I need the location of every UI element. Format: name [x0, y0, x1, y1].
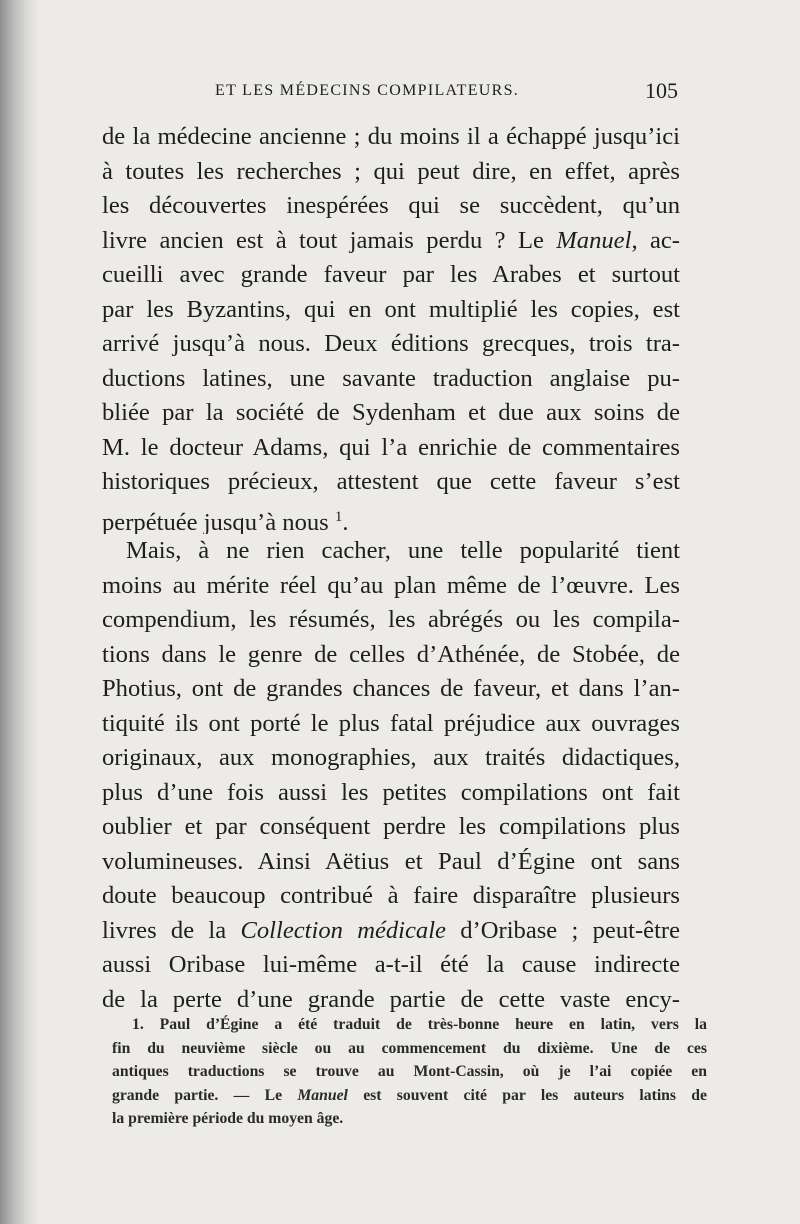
- text-line: plus d’une fois aussi les petites compilations ont fait: [102, 778, 680, 806]
- text-line: à toutes les recherches ; qui peut dire, en effet, après: [102, 157, 680, 185]
- footnote-line: grande partie. — Le Manuel est souvent cité par les auteurs latins de: [112, 1086, 707, 1104]
- footnote-line: 1. Paul d’Égine a été traduit de très-bonne heure en latin, vers la: [132, 1016, 707, 1033]
- text-line: moins au mérite réel qu’au plan même de l’œuvre. Les: [102, 571, 680, 599]
- text-line: de la médecine ancienne ; du moins il a échappé jusqu’ici: [102, 123, 680, 150]
- text-line: originaux, aux monographies, aux traités didactiques,: [102, 744, 680, 771]
- italic-title-manuel: Manuel: [297, 1086, 348, 1104]
- text-line: compendium, les résumés, les abrégés ou les compila-: [102, 606, 680, 633]
- text-line: tiquité ils ont porté le plus fatal préjudice aux ouvrages: [102, 709, 680, 737]
- text-line: les découvertes inespérées qui se succèdent, qu’un: [102, 192, 680, 219]
- text-line: aussi Oribase lui-même a-t-il été la cause indirecte: [102, 951, 680, 978]
- text-line: oublier et par conséquent perdre les compilations plus: [102, 813, 680, 840]
- body-text: [102, 120, 680, 1017]
- text-line: par les Byzantins, qui en ont multiplié les copies, est: [102, 295, 680, 323]
- footnote: [112, 1013, 707, 1131]
- text-line: doute beaucoup contribué à faire disparaître plusieurs: [102, 882, 680, 909]
- text-line: volumineuses. Ainsi Aëtius et Paul d’Égine ont sans: [102, 847, 680, 875]
- italic-title-manuel: Manuel: [556, 226, 632, 254]
- text-line: historiques précieux, attestent que cette faveur s’est: [102, 468, 680, 495]
- text-line: livres de la Collection médicale d’Oribase ; peut-être: [102, 916, 680, 944]
- text-line: bliée par la société de Sydenham et due aux soins de: [102, 399, 680, 426]
- text-line: tions dans le genre de celles d’Athénée, de Stobée, de: [102, 640, 680, 668]
- text-line: livre ancien est à tout jamais perdu ? Le Manuel, ac-: [102, 226, 680, 254]
- text-line: perpétuée jusqu’à nous $^1$.: [102, 508, 349, 534]
- page-number: 105: [645, 78, 678, 103]
- text-line: M. le docteur Adams, qui l’a enrichie de commentaires: [102, 433, 680, 461]
- footnote-reference: 1: [334, 508, 343, 525]
- text-line: cueilli avec grande faveur par les Arabes et surtout: [102, 261, 680, 288]
- running-head: [100, 78, 680, 108]
- text-line: arrivé jusqu’à nous. Deux éditions grecques, trois tra-: [102, 330, 680, 357]
- footnote-line: fin du neuvième siècle ou au commencement du dixième. Une de ces: [112, 1039, 707, 1057]
- text-line: ductions latines, une savante traduction anglaise pu-: [102, 364, 680, 392]
- running-head-title: ET LES MÉDECINS COMPILATEURS.: [215, 82, 520, 99]
- italic-title-collection: Collection médicale: [240, 916, 446, 944]
- text-line: de la perte d’une grande partie de cette vaste ency-: [102, 985, 680, 1013]
- footnote-line: la première période du moyen âge.: [112, 1110, 344, 1127]
- text-line: Photius, ont de grandes chances de faveur, et dans l’an-: [102, 675, 680, 702]
- footnote-line: antiques traductions se trouve au Mont-Cassin, où je l’ai copiée en: [112, 1063, 707, 1080]
- paragraph-first-line: Mais, à ne rien cacher, une telle popularité tient: [126, 537, 680, 564]
